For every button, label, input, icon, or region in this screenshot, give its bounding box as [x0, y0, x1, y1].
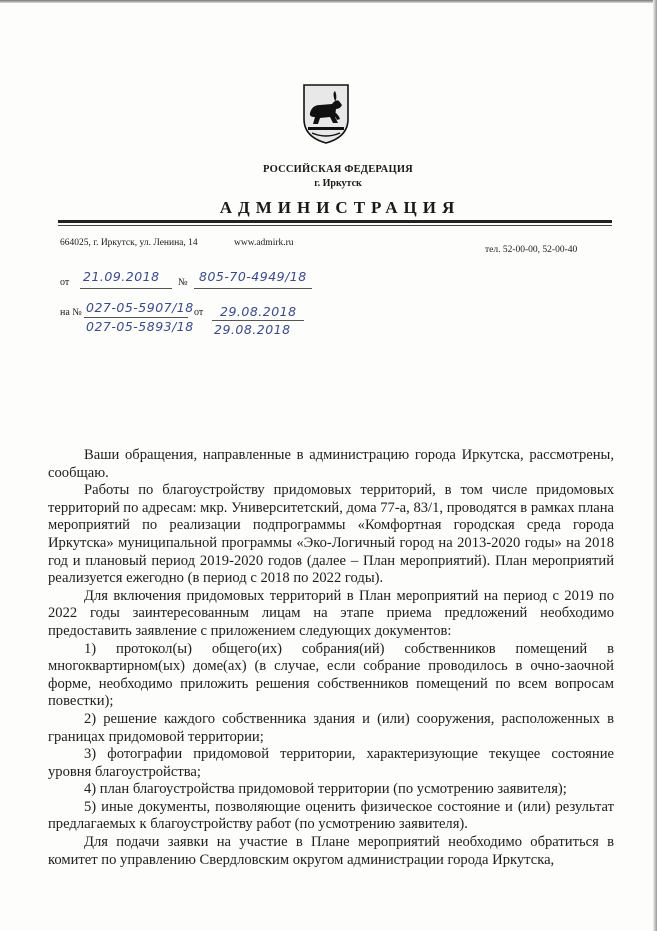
reference-date-underline	[212, 320, 304, 321]
date-underline	[80, 288, 172, 289]
paragraph-application: Для подачи заявки на участие в Плане мероприятий необходимо обратиться в комитет по управлению Свердловским округом администрации города Иркутска,	[48, 834, 614, 868]
header-rule-thin	[58, 225, 612, 226]
from-label: от	[60, 277, 70, 288]
letter-body	[48, 447, 614, 869]
ref-from-label: от	[194, 307, 204, 318]
paragraph-intro: Ваши обращения, направленные в администрацию города Иркутска, рассмотрены, сообщаю.	[48, 447, 614, 481]
header-rule-thick	[58, 220, 612, 223]
reference-date-2: 29.08.2018	[214, 322, 291, 337]
list-item-3: 3) фотографии придомовой территории, характеризующие текущее состояние уровня благоустройства;	[48, 746, 614, 780]
reference-number-underline	[84, 317, 188, 318]
postal-address: 664025, г. Иркутск, ул. Ленина, 14	[60, 238, 198, 248]
list-item-5: 5) иные документы, позволяющие оценить физическое состояние и (или) результат предлагаемых к благоустройству работ (по усмотрению заявителя).	[48, 798, 614, 833]
scan-edge-right	[653, 0, 657, 931]
reply-to-label: на №	[60, 307, 82, 318]
federation-heading: РОССИЙСКАЯ ФЕДЕРАЦИЯ	[263, 164, 413, 175]
phone-numbers: тел. 52-00-00, 52-00-40	[485, 245, 578, 255]
irkutsk-coat-of-arms-icon	[302, 83, 350, 145]
city-heading: г. Иркутск	[314, 178, 362, 189]
number-underline	[194, 288, 312, 289]
number-label: №	[178, 277, 188, 288]
reference-number-2: 027-05-5893/18	[86, 319, 194, 334]
scan-edge-top	[0, 0, 657, 3]
paragraph-works: Работы по благоустройству придомовых территорий, в том числе придомовых территорий по адресам: мкр. Университетский, дома 77-а, 83/1, проводятся в рамках плана мероприятий по реализации подпрограммы «Комфортная городская среда города Иркутска» муниципальной программы «Эко-Логичный город на 2013-2020 годы» на 2018 год и плановый период 2019-2020 годов (далее – План мероприятий). План мероприятий реализуется ежегодно (в период с 2018 по 2022 годы).	[48, 482, 614, 587]
reference-number-1: 027-05-5907/18	[86, 300, 194, 315]
list-item-1: 1) протокол(ы) общего(их) собрания(ий) собственников помещений в многоквартирном(ых) доме(ах) (в случае, если собрание проводилось в очно-заочной форме, необходимо приложить решения собственников помещений по всем вопросам повестки);	[48, 640, 614, 710]
paragraph-inclusion: Для включения придомовых территорий в План мероприятий на период с 2019 по 2022 годы заинтересованным лицам на этапе приема предложений необходимо предоставить заявление с приложением следующих документов:	[48, 587, 614, 639]
reference-date-1: 29.08.2018	[220, 304, 297, 319]
list-item-2: 2) решение каждого собственника здания и (или) сооружения, расположенных в границах придомовой территории;	[48, 710, 614, 745]
list-item-4: 4) план благоустройства придомовой территории (по усмотрению заявителя);	[84, 781, 567, 798]
organization-title: АДМИНИСТРАЦИЯ	[219, 198, 461, 217]
outgoing-date: 21.09.2018	[83, 269, 160, 284]
website: www.admirk.ru	[234, 238, 294, 248]
outgoing-number: 805-70-4949/18	[199, 269, 307, 284]
